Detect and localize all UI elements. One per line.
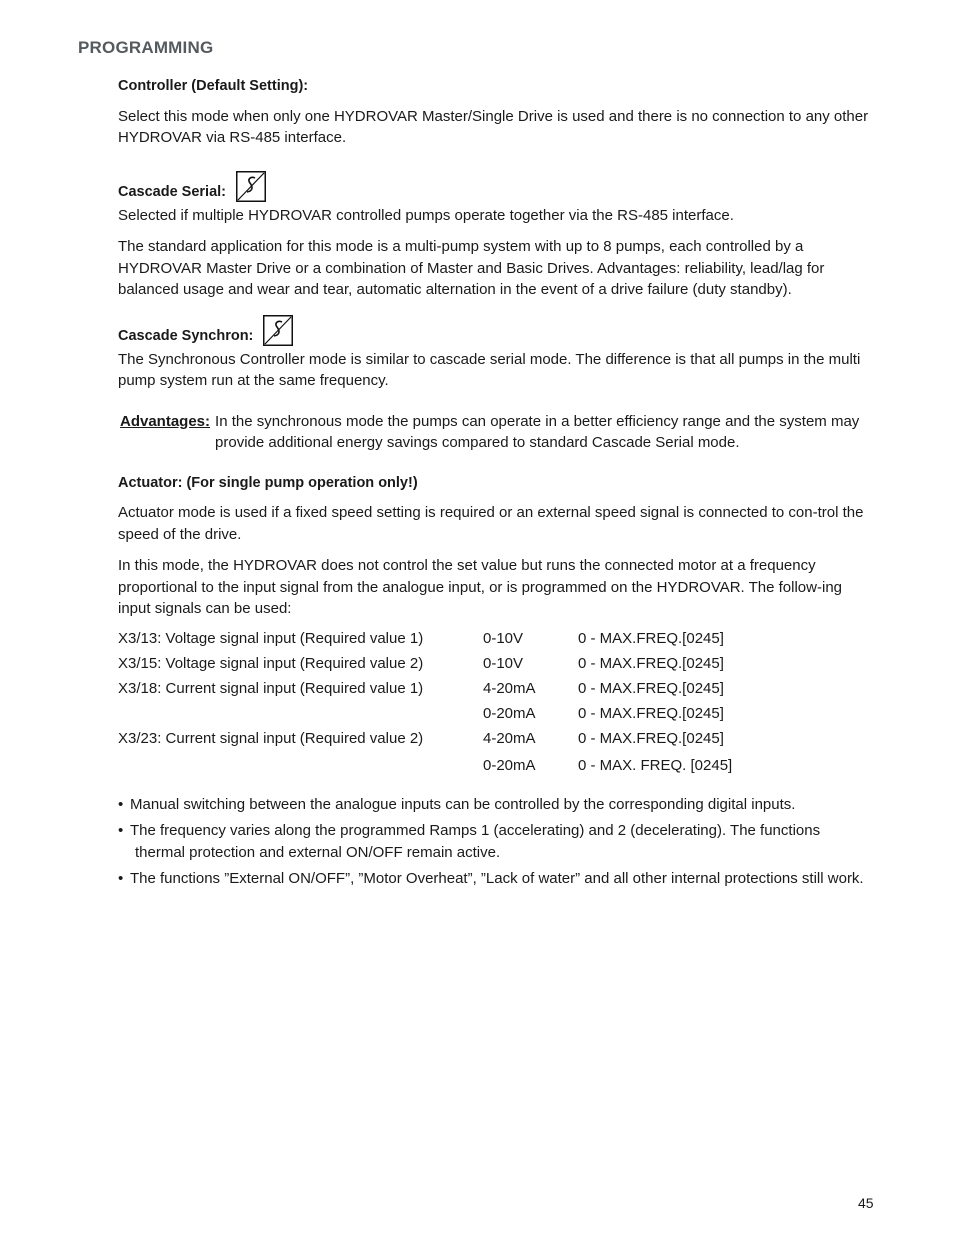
actuator-heading: Actuator: (For single pump operation only!) [118, 474, 418, 491]
cascade-serial-text-1: Selected if multiple HYDROVAR controlled pumps operate together via the RS-485 interface. [118, 206, 734, 224]
signal-input-cell [118, 703, 483, 728]
signal-frequency-cell: 0 - MAX.FREQ.[0245] [578, 654, 724, 672]
list-item-text: The frequency varies along the programmed Ramps 1 (accelerating) and 2 (decelerating). The functions thermal protection and external ON/OFF remain active. [130, 822, 821, 861]
list-item: • Manual switching between the analogue inputs can be controlled by the corresponding digital inputs. [118, 795, 796, 813]
signal-range-cell: 4-20mA [483, 679, 536, 697]
actuator-text-2: In this mode, the HYDROVAR does not control the set value but runs the connected motor at a frequency proportional to the input signal from the analogue input, or is programmed on the HYDROVAR. The follow-ing input signals can be used: [118, 557, 842, 617]
signal-input-cell: X3/18: Current signal input (Required value 1) [118, 679, 424, 697]
signal-frequency-cell: 0 - MAX. FREQ. [0245] [578, 756, 733, 774]
list-item: • The functions ”External ON/OFF”, ”Motor Overheat”, ”Lack of water” and all other internal protections still work. [118, 870, 864, 887]
table-row [118, 678, 778, 703]
signal-input-cell [118, 753, 483, 780]
signal-input-cell: X3/13: Voltage signal input (Required value 1) [118, 629, 424, 647]
cascade-synchron-header [118, 315, 874, 346]
signal-range-cell: 4-20mA [483, 729, 536, 747]
table-row [118, 653, 778, 678]
actuator-text-1: Actuator mode is used if a fixed speed setting is required or an external speed signal is connected to con-trol the speed of the drive. [118, 504, 864, 543]
signal-range-cell: 0-20mA [483, 704, 536, 722]
controller-heading: Controller (Default Setting): [118, 78, 309, 94]
signal-input-cell: X3/23: Current signal input (Required value 2) [118, 729, 424, 747]
signal-frequency-cell: 0 - MAX.FREQ.[0245] [578, 679, 724, 697]
advantages-block [120, 411, 874, 454]
actuator-notes-list [118, 794, 874, 890]
cascade-serial-text-2: The standard application for this mode is a multi-pump system with up to 8 pumps, each controlled by a HYDROVAR Master Drive or a combination of Master and Basic Drives. Advantages: reliability, lead/lag for balanced usage and wear and tear, automatic alternation in the event of a drive failure (duty standby). [118, 238, 825, 298]
controller-text: Select this mode when only one HYDROVAR Master/Single Drive is used and there is no connection to any other HYDROVAR via RS-485 interface. [118, 107, 869, 146]
list-item-text: Manual switching between the analogue inputs can be controlled by the corresponding digital inputs. [130, 795, 796, 813]
table-row [118, 728, 778, 753]
table-row [118, 628, 778, 653]
serial-symbol-icon [236, 171, 266, 202]
cascade-synchron-text: The Synchronous Controller mode is similar to cascade serial mode. The difference is that all pumps in the multi pump system run at the same frequency. [118, 350, 861, 389]
serial-symbol-icon [263, 315, 293, 346]
list-item: • The frequency varies along the programmed Ramps 1 (accelerating) and 2 (decelerating). The functions thermal protection and external ON/OFF remain active. [118, 822, 821, 861]
table-row [118, 703, 778, 728]
input-signals-table [118, 628, 778, 780]
advantages-text: In the synchronous mode the pumps can operate in a better efficiency range and the system may provide additional energy savings compared to standard Cascade Serial mode. [215, 412, 860, 451]
table-row [118, 753, 778, 780]
page-content [118, 76, 874, 895]
advantages-label: Advantages: [120, 412, 211, 430]
signal-frequency-cell: 0 - MAX.FREQ.[0245] [578, 729, 724, 747]
signal-range-cell: 0-10V [483, 629, 524, 647]
cascade-synchron-heading: Cascade Synchron: [118, 328, 254, 344]
signal-frequency-cell: 0 - MAX.FREQ.[0245] [578, 704, 724, 722]
signal-range-cell: 0-20mA [483, 756, 536, 774]
list-item-text: The functions ”External ON/OFF”, ”Motor Overheat”, ”Lack of water” and all other internal protections still work. [130, 870, 864, 887]
signal-input-cell: X3/15: Voltage signal input (Required value 2) [118, 654, 424, 672]
cascade-serial-heading: Cascade Serial: [118, 184, 227, 200]
cascade-serial-header [118, 171, 874, 202]
page-number: 45 [858, 1195, 874, 1211]
section-title: PROGRAMMING [78, 38, 214, 57]
signal-range-cell: 0-10V [483, 654, 524, 672]
signal-frequency-cell: 0 - MAX.FREQ.[0245] [578, 629, 724, 647]
